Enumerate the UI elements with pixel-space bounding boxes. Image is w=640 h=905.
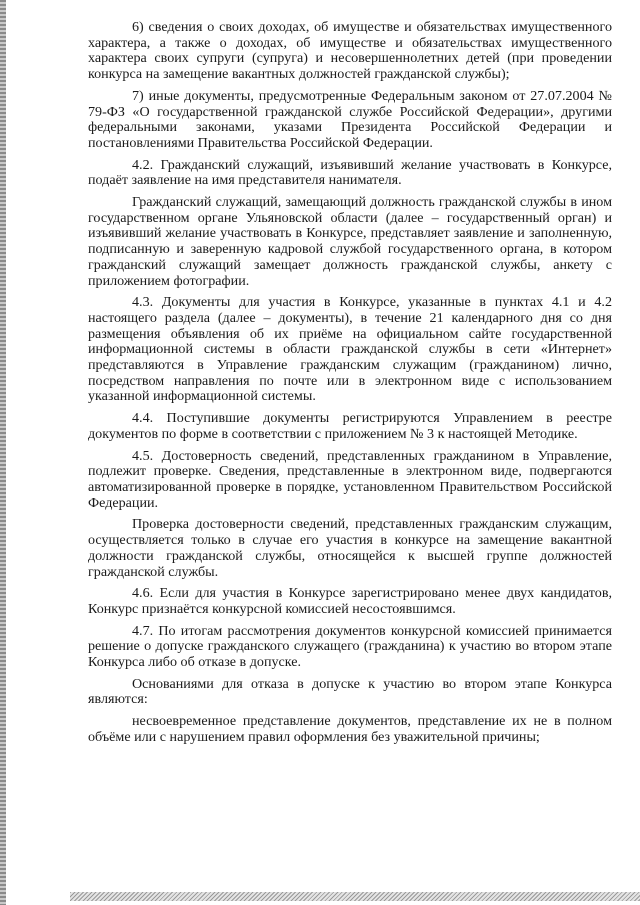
paragraph-4-2-continued: Гражданский служащий, замещающий должность гражданской службы в ином государственном органе Ульяновской области (далее – государственный орган) и изъявивший желание участвовать в Конкурсе, представляет заявление и заполненную, подписанную и заверенную кадровой службой государственного органа, в котором гражданский служащий замещает должность гражданской службы, анкету с приложением фотографии. [88, 194, 612, 289]
paragraph-4-3: 4.3. Документы для участия в Конкурсе, указанные в пунктах 4.1 и 4.2 настоящего раздела (далее – документы), в течение 21 календарного дня со дня размещения объявления об их приёме на официальном сайте государственной информационной системы в области гражданской службы в сети «Интернет» представляются в Управление гражданским служащим (гражданином) лично, посредством направления по почте или в электронном виде с использованием указанной информационной системы. [88, 294, 612, 405]
paragraph-4-5: 4.5. Достоверность сведений, представленных гражданином в Управление, подлежит проверке. Сведения, представленные в электронном виде, подвергаются автоматизированной проверке в порядке, установленном Правительством Российской Федерации. [88, 447, 612, 511]
paragraph-4-6: 4.6. Если для участия в Конкурсе зарегистрировано менее двух кандидатов, Конкурс признаётся конкурсной комиссией несостоявшимся. [88, 585, 612, 617]
paragraph-4-7: 4.7. По итогам рассмотрения документов конкурсной комиссией принимается решение о допуске гражданского служащего (гражданина) к участию во втором этапе Конкурса либо об отказе в допуске. [88, 622, 612, 671]
scan-edge-bottom [70, 892, 640, 901]
paragraph-4-4: 4.4. Поступившие документы регистрируются Управлением в реестре документов по форме в соответствии с приложением № 3 к настоящей Методике. [88, 410, 612, 442]
paragraph-4-5-continued: Проверка достоверности сведений, представленных гражданским служащим, осуществляется только в случае его участия в конкурсе на замещение вакантной должности гражданской службы, относящейся к высшей группе должностей гражданской службы. [88, 516, 612, 580]
document-page [88, 20, 612, 746]
paragraph-item-7: 7) иные документы, предусмотренные Федеральным законом от 27.07.2004 № 79-ФЗ «О государственной гражданской службе Российской Федерации», другими федеральными законами, указами Президента Российской Федерации и постановлениями Правительства Российской Федерации. [88, 87, 612, 151]
scan-edge-left [0, 0, 6, 905]
paragraph-item-6: 6) сведения о своих доходах, об имуществе и обязательствах имущественного характера, а также о доходах, об имуществе и обязательствах имущественного характера своих супруги (супруга) и несовершеннолетних детей (при проведении конкурса на замещение вакантных должностей гражданской службы); [88, 19, 612, 83]
paragraph-4-2: 4.2. Гражданский служащий, изъявивший желание участвовать в Конкурсе, подаёт заявление на имя представителя нанимателя. [88, 156, 612, 189]
paragraph-refusal-grounds: Основаниями для отказа в допуске к участию во втором этапе Конкурса являются: [88, 675, 612, 708]
paragraph-refusal-item-1: несвоевременное представление документов, представление их не в полном объёме или с нарушением правил оформления без уважительной причины; [88, 713, 612, 745]
